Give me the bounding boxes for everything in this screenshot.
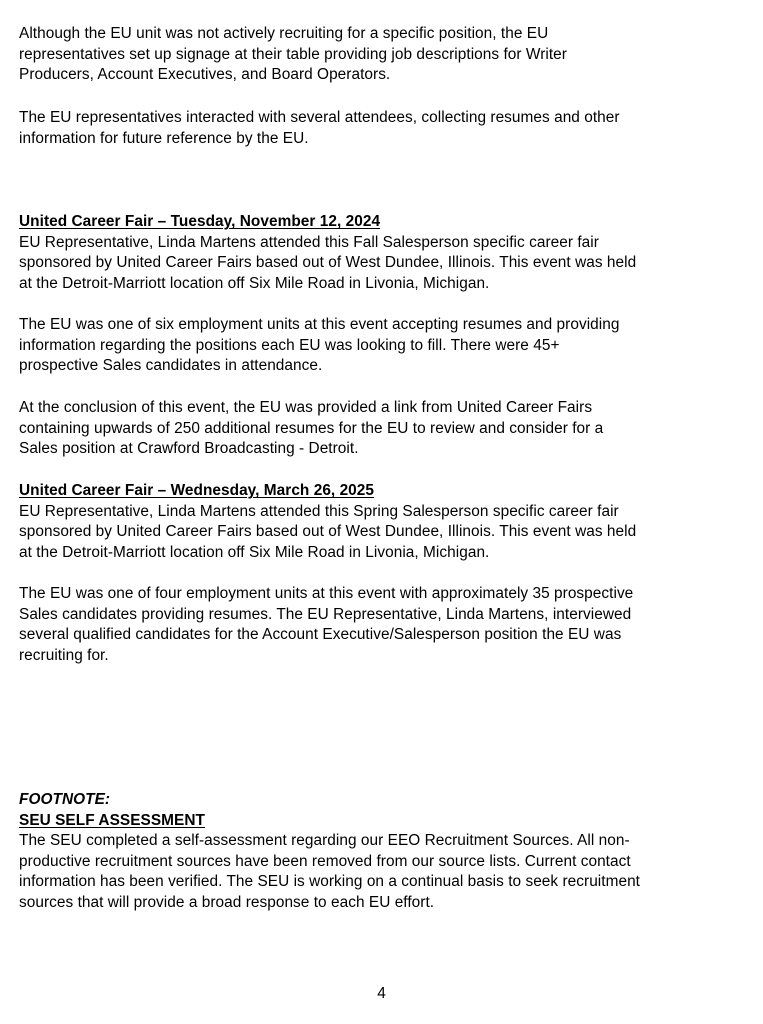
fair-nov-2024-paragraph-3 (19, 398, 741, 460)
text-line: at the Detroit-Marriott location off Six Mile Road in Livonia, Michigan. (19, 543, 490, 561)
text-line: several qualified candidates for the Account Executive/Salesperson position the EU was (19, 626, 622, 644)
text-line: containing upwards of 250 additional resumes for the EU to review and consider for a (19, 419, 604, 437)
text-line: productive recruitment sources have been removed from our source lists. Current contact (19, 852, 631, 870)
fair-nov-2024-paragraph-2 (19, 315, 741, 377)
text-line: The EU was one of six employment units at this event accepting resumes and providing (19, 316, 620, 333)
text-line: sponsored by United Career Fairs based out of West Dundee, Illinois. This event was held (19, 523, 637, 541)
fair-mar-2025-paragraph-2 (19, 584, 741, 666)
text-line: sources that will provide a broad response to each EU effort. (19, 893, 435, 911)
text-line: information for future reference by the EU. (19, 129, 309, 147)
section-heading: United Career Fair – Tuesday, November 12, 2024 (19, 213, 381, 230)
text-line: recruiting for. (19, 646, 109, 664)
section-heading: United Career Fair – Wednesday, March 26, 2025 (19, 482, 375, 499)
section-fair-mar-2025 (19, 481, 741, 563)
footnote-label: FOOTNOTE: (19, 791, 111, 808)
text-line: The SEU completed a self-assessment regarding our EEO Recruitment Sources. All non- (19, 832, 630, 850)
text-line: The EU was one of four employment units at this event with approximately 35 prospective (19, 585, 634, 602)
footnote-section (19, 790, 741, 914)
text-line: Sales position at Crawford Broadcasting - Detroit. (19, 440, 359, 458)
text-line: information has been verified. The SEU is working on a continual basis to seek recruitment (19, 873, 641, 891)
page-number: 4 (377, 985, 386, 1002)
text-line: Sales candidates providing resumes. The EU Representative, Linda Martens, interviewed (19, 605, 632, 623)
intro-paragraph-1 (19, 24, 741, 86)
text-line: prospective Sales candidates in attendance. (19, 357, 323, 375)
text-line: Producers, Account Executives, and Board Operators. (19, 66, 391, 84)
intro-paragraph-2 (19, 108, 741, 149)
text-line: at the Detroit-Marriott location off Six Mile Road in Livonia, Michigan. (19, 274, 490, 292)
text-line: sponsored by United Career Fairs based out of West Dundee, Illinois. This event was held (19, 254, 637, 272)
text-line: The EU representatives interacted with several attendees, collecting resumes and other (19, 109, 620, 126)
section-fair-nov-2024 (19, 212, 741, 294)
text-line: Although the EU unit was not actively recruiting for a specific position, the EU (19, 25, 549, 42)
text-line: EU Representative, Linda Martens attended this Spring Salesperson specific career fair (19, 502, 619, 520)
text-line: At the conclusion of this event, the EU was provided a link from United Career Fairs (19, 399, 593, 416)
footnote-heading: SEU SELF ASSESSMENT (19, 811, 205, 829)
text-line: representatives set up signage at their table providing job descriptions for Writer (19, 45, 567, 63)
text-line: EU Representative, Linda Martens attended this Fall Salesperson specific career fair (19, 233, 599, 251)
text-line: information regarding the positions each EU was looking to fill. There were 45+ (19, 336, 560, 354)
